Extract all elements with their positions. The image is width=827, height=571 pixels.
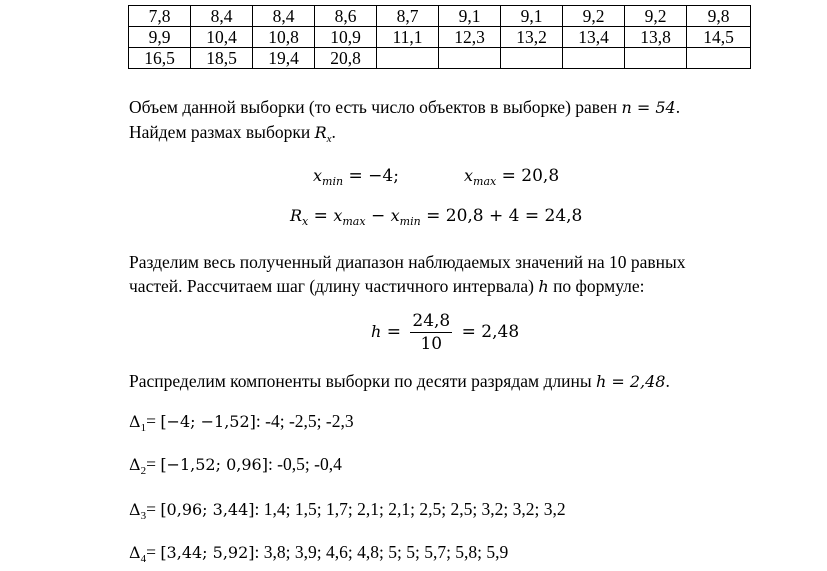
paragraph-step [129, 250, 749, 299]
delta-symbol: Δ [129, 412, 141, 431]
table-cell: 8,7 [377, 6, 439, 27]
table-cell [625, 48, 687, 69]
table-cell: 9,9 [129, 27, 191, 48]
delta-sub: 3 [140, 510, 147, 522]
equals: = [381, 322, 407, 342]
table-cell: 10,9 [315, 27, 377, 48]
table-cell: 10,8 [253, 27, 315, 48]
min-sub: min [322, 175, 344, 188]
equals: = [308, 206, 334, 226]
range-result: = 20,8 + 4 = 24,8 [420, 206, 583, 226]
interval-line [129, 409, 354, 440]
table-cell: 10,4 [191, 27, 253, 48]
paragraph-text: Найдем размах выборки [129, 122, 315, 142]
equals: = [146, 411, 161, 431]
rx-sub: x [326, 133, 332, 145]
delta-sub: 4 [140, 553, 147, 565]
table-cell: 9,1 [501, 6, 563, 27]
interval-range: [0,96; 3,44] [160, 500, 255, 519]
delta-sub: 2 [140, 465, 147, 477]
equals: = [146, 454, 161, 474]
table-cell: 9,8 [687, 6, 751, 27]
equals: = [146, 542, 161, 562]
n-equation: n = 54 [621, 98, 676, 117]
table-cell: 16,5 [129, 48, 191, 69]
punct: . [675, 97, 681, 117]
max-sub: max [342, 215, 366, 228]
h-var: h [538, 277, 549, 296]
max-sub: max [473, 175, 497, 188]
rx-var: R [314, 123, 327, 142]
r-sub: x [302, 215, 309, 228]
h-var: h [371, 322, 382, 341]
h-result: = 2,48 [456, 322, 520, 342]
table-cell: 9,2 [625, 6, 687, 27]
interval-range: [3,44; 5,92] [160, 543, 255, 562]
table-cell: 13,2 [501, 27, 563, 48]
table-cell: 19,4 [253, 48, 315, 69]
interval-range: [−4; −1,52] [160, 412, 256, 431]
paragraph-text: Разделим весь полученный диапазон наблюдаемых значений на 10 равных [129, 252, 686, 272]
fraction [410, 310, 452, 355]
table-cell [501, 48, 563, 69]
table-cell [687, 48, 751, 69]
x-var: x [390, 206, 400, 225]
paragraph-text: Распределим компоненты выборки по десяти разрядам длины [129, 371, 596, 391]
delta-sub: 1 [140, 422, 147, 434]
interval-line [129, 452, 342, 483]
x-var: x [333, 206, 343, 225]
delta-symbol: Δ [129, 543, 141, 562]
x-var: x [313, 166, 323, 185]
x-var: x [464, 166, 474, 185]
interval-values: : -4; -2,5; -2,3 [255, 411, 354, 431]
punct: . [665, 371, 670, 391]
table-cell: 8,4 [191, 6, 253, 27]
table-cell: 7,8 [129, 6, 191, 27]
h-equation: h = 2,48 [595, 372, 666, 391]
table-cell: 11,1 [377, 27, 439, 48]
table-cell: 18,5 [191, 48, 253, 69]
table-cell [439, 48, 501, 69]
interval-line [129, 497, 566, 528]
table-cell: 20,8 [315, 48, 377, 69]
paragraph-text: по формуле: [548, 276, 645, 296]
delta-symbol: Δ [129, 500, 141, 519]
interval-values: : 1,4; 1,5; 1,7; 2,1; 2,1; 2,5; 2,5; 3,2; 3,2; 3,2 [254, 499, 566, 519]
sample-table [128, 5, 751, 69]
equation-xmin [313, 166, 399, 188]
equation-xmax [464, 166, 559, 188]
table-cell [563, 48, 625, 69]
table-row [129, 6, 751, 27]
xmax-value: = 20,8 [496, 166, 560, 186]
interval-values: : -0,5; -0,4 [267, 454, 342, 474]
equals: = [146, 499, 161, 519]
r-var: R [290, 206, 303, 225]
interval-values: : 3,8; 3,9; 4,6; 4,8; 5; 5; 5,7; 5,8; 5,9 [254, 542, 509, 562]
table-cell: 13,8 [625, 27, 687, 48]
equation-range [290, 206, 582, 228]
punct: . [331, 122, 336, 142]
min-sub: min [399, 215, 421, 228]
delta-symbol: Δ [129, 455, 141, 474]
table-row [129, 48, 751, 69]
paragraph-text: частей. Рассчитаем шаг (длину частичного интервала) [129, 276, 539, 296]
xmin-value: = −4; [343, 166, 399, 186]
fraction-numerator: 24,8 [412, 311, 451, 331]
equation-h [371, 310, 519, 355]
table-cell: 8,6 [315, 6, 377, 27]
table-row [129, 27, 751, 48]
paragraph-text: Объем данной выборки (то есть число объектов в выборке) равен [129, 97, 622, 117]
table-cell: 12,3 [439, 27, 501, 48]
paragraph-sample-size [129, 95, 749, 151]
paragraph-distribute [129, 369, 749, 394]
table-cell: 14,5 [687, 27, 751, 48]
minus: − [365, 206, 391, 226]
table-cell: 13,4 [563, 27, 625, 48]
table-cell [377, 48, 439, 69]
interval-range: [−1,52; 0,96] [160, 455, 268, 474]
fraction-denominator: 10 [420, 334, 443, 354]
table-cell: 8,4 [253, 6, 315, 27]
table-cell: 9,2 [563, 6, 625, 27]
interval-line [129, 540, 508, 571]
table-cell: 9,1 [439, 6, 501, 27]
